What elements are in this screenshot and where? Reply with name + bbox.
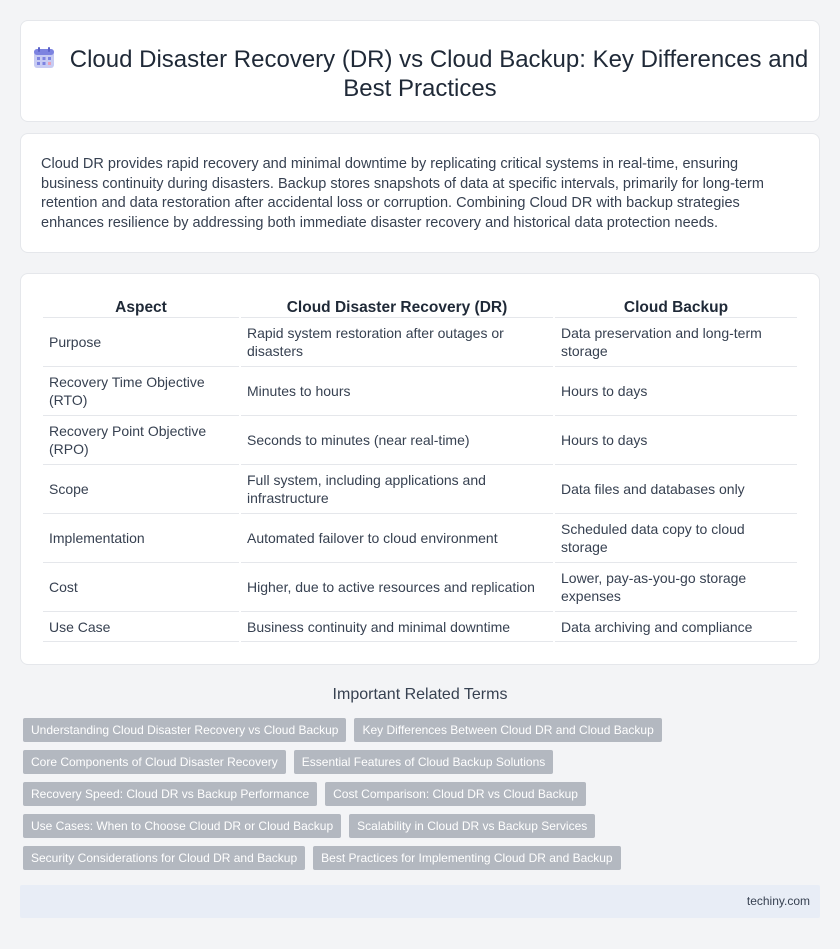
table-cell: Scheduled data copy to cloud storage	[555, 514, 797, 563]
page-title-wrap	[21, 45, 819, 103]
table-row	[43, 416, 797, 465]
table-cell: Data files and databases only	[555, 465, 797, 514]
page-title: Cloud Disaster Recovery (DR) vs Cloud Backup: Key Differences and Best Practices	[69, 46, 809, 102]
header-card	[20, 20, 820, 122]
calendar-grid-icon	[32, 46, 56, 70]
table-cell: Minutes to hours	[241, 367, 553, 416]
table-row	[43, 318, 797, 367]
related-terms-heading: Important Related Terms	[332, 686, 508, 703]
table-row	[43, 514, 797, 563]
intro-paragraph: Cloud DR provides rapid recovery and minimal downtime by replicating critical systems in real-time, ensuring business continuity during disasters. Backup stores snapshots of data at specific intervals, primarily for long-term retention and data restoration after accidental loss or corruption. Combining Cloud DR with backup strategies enhances resilience by addressing both immediate disaster recovery and historical data protection needs.	[41, 156, 764, 231]
footer-bar	[20, 885, 820, 918]
table-row	[43, 612, 797, 642]
header-aspect: Aspect	[43, 296, 239, 318]
table-row	[43, 465, 797, 514]
table-cell: Cost	[43, 563, 239, 612]
table-cell: Recovery Point Objective (RPO)	[43, 416, 239, 465]
table-cell: Scope	[43, 465, 239, 514]
tag-row	[23, 718, 823, 750]
related-term-tag[interactable]: Cost Comparison: Cloud DR vs Cloud Backup	[325, 782, 586, 806]
comparison-table	[41, 296, 799, 642]
intro-card	[20, 133, 820, 253]
related-terms-list	[23, 718, 823, 878]
related-term-tag[interactable]: Key Differences Between Cloud DR and Cloud Backup	[354, 718, 661, 742]
table-cell: Rapid system restoration after outages or disasters	[241, 318, 553, 367]
table-cell: Recovery Time Objective (RTO)	[43, 367, 239, 416]
related-term-tag[interactable]: Understanding Cloud Disaster Recovery vs Cloud Backup	[23, 718, 346, 742]
table-cell: Higher, due to active resources and replication	[241, 563, 553, 612]
table-cell: Data archiving and compliance	[555, 612, 797, 642]
related-term-tag[interactable]: Security Considerations for Cloud DR and Backup	[23, 846, 305, 870]
table-header-row	[43, 296, 797, 318]
header-cloud-backup: Cloud Backup	[555, 296, 797, 318]
table-cell: Hours to days	[555, 416, 797, 465]
related-term-tag[interactable]: Recovery Speed: Cloud DR vs Backup Performance	[23, 782, 317, 806]
table-cell: Data preservation and long-term storage	[555, 318, 797, 367]
table-cell: Purpose	[43, 318, 239, 367]
table-cell: Hours to days	[555, 367, 797, 416]
tag-row	[23, 782, 823, 814]
related-term-tag[interactable]: Best Practices for Implementing Cloud DR and Backup	[313, 846, 620, 870]
related-term-tag[interactable]: Use Cases: When to Choose Cloud DR or Cloud Backup	[23, 814, 341, 838]
comparison-table-card	[20, 273, 820, 665]
table-cell: Seconds to minutes (near real-time)	[241, 416, 553, 465]
table-cell: Business continuity and minimal downtime	[241, 612, 553, 642]
tag-row	[23, 750, 823, 782]
table-cell: Use Case	[43, 612, 239, 642]
tag-row	[23, 814, 823, 846]
table-cell: Automated failover to cloud environment	[241, 514, 553, 563]
table-row	[43, 367, 797, 416]
table-row	[43, 563, 797, 612]
tag-row	[23, 846, 823, 878]
related-term-tag[interactable]: Scalability in Cloud DR vs Backup Services	[349, 814, 595, 838]
table-cell: Full system, including applications and infrastructure	[241, 465, 553, 514]
table-cell: Lower, pay-as-you-go storage expenses	[555, 563, 797, 612]
related-term-tag[interactable]: Core Components of Cloud Disaster Recovery	[23, 750, 286, 774]
footer-site-link[interactable]: techiny.com	[746, 894, 810, 908]
header-cloud-dr: Cloud Disaster Recovery (DR)	[241, 296, 553, 318]
related-term-tag[interactable]: Essential Features of Cloud Backup Solutions	[294, 750, 553, 774]
table-cell: Implementation	[43, 514, 239, 563]
